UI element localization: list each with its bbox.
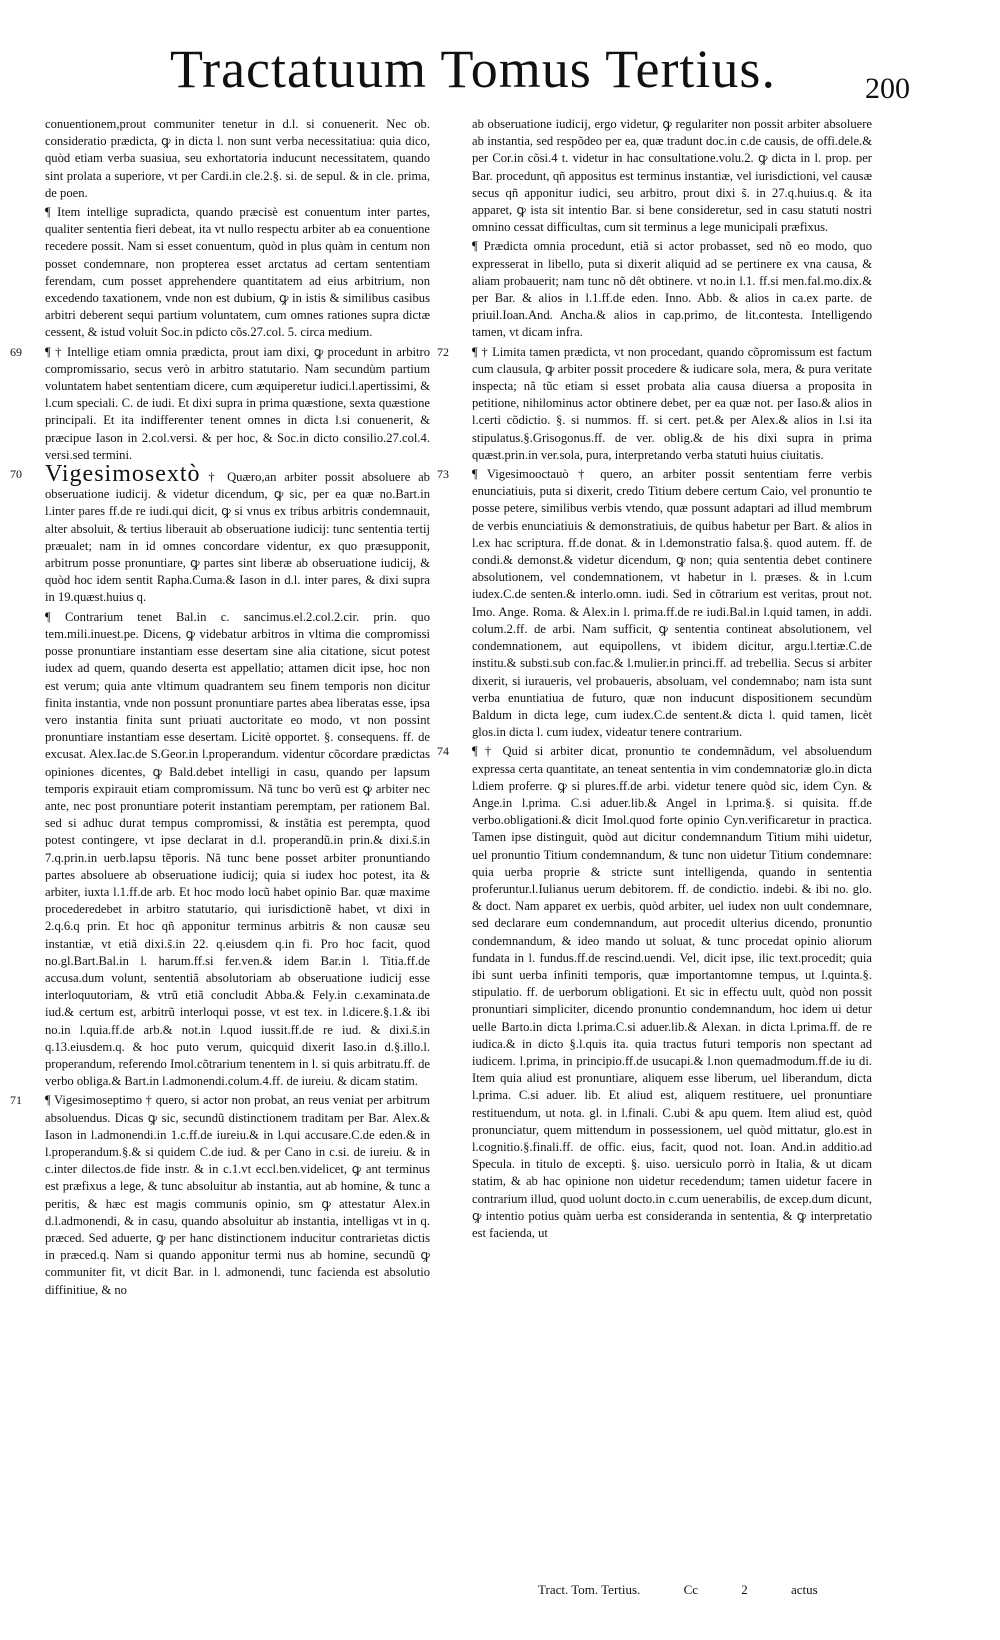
paragraph: ¶ Prædicta omnia procedunt, etiã si actor probasset, sed nõ eo modo, quo expresserat in libello, puta si dixerit aliquid ad se pertinere ex vna causa, & aliam probauerit; nam tunc nõ dêt obtinere. vt no.in l.1. ff.si men.fal.mo.dix.& per Bar. & alios in l.1.ff.de eden. Inno. Abb. & alios in ca.ex parte. de priuil.Ioan.And. Ancha.& alios in cap.primo, de lit.contesta. Intelligendo tamen, vt dicam infra. — [472, 239, 872, 340]
paragraph — [437, 743, 872, 1242]
paragraph: ab obseruatione iudicij, ergo videtur, ꝙ regulariter non possit arbiter absoluere ab instantia, sed respõdeo per ea, quæ tradunt doc.in c.de causis, de offi.dele.& per Cor.in cõsi.4 t. videtur in hac consultatione.volu.2. ꝙ dicta in l. prop. per Bar. procedunt, qñ appositus est terminus instantiæ, vel iurisdictioni, vel causæ secus qñ apponitur iudici, seu arbitro, prout dixi s̃. in 27.q.huius.q. & ita apparet, ꝙ ista sit intentio Bar. si bene consideretur, sed in casu statuti nostri omnino cessat difficultas, cum sit terminus a lege municipali præfixus. — [472, 117, 872, 235]
running-title: Tractatuum Tomus Tertius. — [170, 39, 776, 99]
margin-number: 73 — [437, 467, 449, 482]
paragraph-text: ¶ † Limita tamen prædicta, vt non procedant, quando cõpromissum est factum cum clausula, ꝙ arbiter possit procedere & iudicare sola, mera, & pura veritate inspecta; nã tũc etiam si esset probata alia causa diuersa a proposita in petitione, nihilominus actor obtinere debet, per ea quæ not. per Iaso.& alios in l.certi cõdictio. §. si nummos. ff. si cert. pet.& per Alex.& alios in l.si ita stipulatus.§.Grisogonus.ff. de ver. oblig.& de his dixi supra in prima quæst.prin.in ver.sola, pura, interpretando verba statuti huius ciuitatis. — [472, 344, 872, 462]
paragraph-text: ¶ Vigesimoseptimo † quero, si actor non probat, an reus veniat per arbitrum absoluendus. Dicas ꝙ sic, secundũ distinctionem traditam per Bar. Alex.& Iason in l.admonendi.in 1.c.ff.de iureiu.& in l.qui accusare.C.de eden.& in l.properandum.§.& si quidem C.de iud. & per Cano in c.si. de iureiu. & in c.inter dilectos.de fide instr. & in c.1.vt eccl.ben.videlicet, ꝙ ant terminus est præfixus a lege, & tunc absoluitur ab instantia, aut ab homine, & tunc a peritis, & hæc est magis communis opinio, sm ꝙ attestatur Alex.in d.l.admonendi, & in casu, quando absoluitur ab instantia, intelligas vt in q. præced. Sed aduerte, ꝙ per hanc distinctionem inducitur contrarietas dictis in præced.q. Nam si quando apponitur termi nus ab homine, secundũ ꝙ communiter fit, vt dicit Bar. in l. admonendi, tunc facienda est absolutio diffinitiue, & no — [45, 1093, 430, 1297]
margin-number: 72 — [437, 344, 449, 359]
paragraph-text: ¶ Vigesimooctauò † quero, an arbiter possit sententiam ferre verbis enunciatiuis, puta si dixerit, credo Titium debere certum Caio, vel pronuntio te posse petere, similibus verbis vtendo, quæ possunt adaptari ad illud membrum de verbis enunciatiuis & demonstratiuis, de quibus habetur per Bart. & alios in l.ex hac scriptura. ff.de donat. & in l.demonstratio falsa.§. quod autem. ff. de condi.& demonst.& videtur dicendum, ꝙ non; quia sententia debet continere absolutionem, vel condemnationem, vt habetur in l. præses. & in l.cum iudex.C.de senten.& interlo.omn. iudi. Sed in cõtrarium est veritas, prout not. Imo. Ange. Roma. & Alex.in l. prima.ff.de re iudi.Bal.in l.quid tamen, in addi. colum.2.ff. de arbi. Nam sufficit, ꝙ sententia contineat absolutionem, vel condemnationem, aut equipollens, vt ibidem dicitur, argu.l.tertiæ.C.de institu.& substi.sub con.fac.& l.mulier.in princi.ff. ad trebellia. Secus si arbiter dixerit, si iuraueris, vel probaueris, absoluam, vel condemnabo; nam ista sunt verba enuntiatiua de futuro, quæ non inducunt dispositionem secundùm Baldum in dicta lege, cum iudex.C.de sentent.& dicta l. quid tamen, licèt glos.in dicta l. cum iudex, videatur tenere contrarium. — [472, 467, 872, 740]
paragraph — [437, 466, 872, 741]
paragraph — [10, 1092, 430, 1298]
catchword: actus — [791, 1582, 818, 1597]
paragraph-text: ¶ † Quid si arbiter dicat, pronuntio te condemnãdum, vel absoluendum expressa certa quantitate, an teneat sententia in vim condemnatoriæ glo.in dicta l.diem proferre. ꝙ si plures.ff.de arbi. videtur tenere quòd sic, idem Cyn. & Ange.in l.prima. C.si aduer.lib.& Angel in l.prima.§. si quisita. ff.de verbo.obligationi.& dicit Imol.quod forte opinio Cyn.verificaretur in practica. Tamen ipse distinguit, quòd aut dicitur condemnandum Titium mihi uidetur, uel pronuntio Titium condemnandum, & tunc non uidetur Titium condemnare: quia uerba proprie & stricte sunt intelligenda, quando in sententia proferuntur.l.Iulianus uerum debitorem. ff. de condictio. indebi. & ibi no. glo. & doct. Nam apparet ex uerbis, quòd arbiter, uel iudex non uult condemnare, sed declarare eum condemnandum, aut procedit ulterius dicendo, pronuntio condemnandum, & ideo mando ut soluat, & tunc procedat opinio aliorum fundata in l. fundus.ff.de rescind.uendi. Vel, dicit ipse, ilic text.procedit; quia ibi sunt uerba infiniti temporis, quæ importantomne tempus, ut l.quinta.§. stipulatio. ff. de uerborum obligationi. Et sic in effectu uult, quòd non possit pronuntiari simpliciter, dicendo pronuntio condemnandum, hoc idem ui detur uelle Barto.in dicta l.prima.C.si aduer.lib.& Alexan. in dicta l.prima.ff. de re iudica.& in dicto §.l.quis ita. quia tractus futuri temporis non spectant ad iudicem. l.prima, in principio.ff.de usucapi.& l.non quemadmodum.ff.de iu di. Item quia aliud est pronuntiare, aliquem esse liberum, uel liberandum, dicta l.prima. C.si aduer. lib. Et aliud est, aliquem restituere, uel pronuntiare restituendum, ut nota. gl. in l.finali. C.ubi & apu quem. Item aliud est, quòd pronunciatur, quem mittendum in possessionem, uel quòd mittatur, glo.est in l.cognitio.§.finali.ff. de offic. eius, facit, quod not. Ioan. And.in additio.ad Specula. in titulo de excepti. §. uiso. uersiculo porrò in Italia, & ut dicam statim, & ab hac opinione non uidetur recedendum; tamen uidetur facere in contrarium illud, quod uolunt docto.in c.cum uenerabilis, de excep.dum dicunt, ꝙ intentio potius quàm uerba est consideranda in sententia, & ꝙ interpretatio est facienda, ut — [472, 744, 872, 1240]
paragraph: conuentionem,prout communiter tenetur in d.l. si conuenerit. Nec ob. consideratio prædicta, ꝙ in dicta l. non sunt verba necessitatiua: quia dico, quòd etiam verba suasiua, seu exhortatoria inducunt necessitatem, quando sint prolata a superiore, vt per Cardi.in cle.2.§. si. de sepul. & in cle. prima, de poen. — [45, 117, 430, 200]
paragraph — [10, 344, 430, 464]
leaf-number: 2 — [741, 1582, 748, 1597]
page-number: 200 — [865, 72, 910, 105]
left-column — [10, 116, 430, 1301]
paragraph-text: ¶ † Intellige etiam omnia prædicta, prout iam dixi, ꝙ procedunt in arbitro compromissario, secus verò in arbitro statutario. Nam secundùm partium voluntatem habet sententiam dicere, cum æquiperetur iudici.l.apertissimi, & l.cum speciali. C. de iudi. Et dixi supra in prima quæstione, sexta quæstione principali. Et ita indifferenter tenent omnes in dicta l.si conuenerit, & præcipue Iason in 2.col.versi. & per hoc, & Soc.in dicto consilio.27.col.4. versi.sed termini. — [45, 344, 430, 462]
paragraph — [10, 461, 430, 607]
margin-number: 74 — [437, 744, 449, 759]
right-column — [437, 116, 872, 1244]
paragraph: ¶ Item intellige supradicta, quando præcisè est conuentum inter partes, qualiter sententia fieri debeat, ita vt nullo respectu arbiter ab ea conuentione recedere possit. Nam si esset conuentum, quòd in plus quàm in centum non posset condemnare, non propterea esset arctatus ad certam sententiam ferendam, cum posset apprehendere quantitatem ad eius arbitrium, non excedendo taxationem, vnde non est dubium, ꝙ in istis & similibus casibus arbitri deberent sequi partium voluntatem, cum omnes rationes supra dictæ cessent, & istud voluit Soc.in pdicto cõs.27.col. 5. circa medium. — [45, 205, 430, 340]
section-heading: Vigesimosextò — [45, 461, 201, 488]
margin-number: 69 — [10, 344, 22, 359]
page-footer — [538, 1582, 858, 1598]
margin-number: 71 — [10, 1093, 22, 1108]
gathering-mark: Cc — [683, 1582, 699, 1597]
margin-number: 70 — [10, 467, 22, 482]
signature-line: Tract. Tom. Tertius. — [538, 1582, 641, 1597]
paragraph: ¶ Contrarium tenet Bal.in c. sancimus.el.2.col.2.cir. prin. quo tem.mili.inuest.pe. Dicens, ꝙ videbatur arbitros in vltima die compromissi posse pronuntiare instantiam esse desertam sine alia citatione, sicut potest iudex ad quem, quando deserta est appellatio; attamen dicit ipse, hoc non est verum; quia ante vltimum quadrantem seu finem temporis non dicitur finita instantia, vnde non possunt pronuntiare partes abea liberatas esse, ipsa vero instantia finita sunt priuati auctoritate eo modo, vt non possint pronuntiare instantiam esse desertam. Licitè opportet. §. consequens. ff. de excusat. Alex.Iac.de S.Geor.in l.properandum. videntur cõcordare prædictas opiniones dicentes, ꝙ Bald.debet intelligi in casu, quando per lapsum temporis expirauit etiam compromissum. Nã tunc bo verũ est ꝙ arbiter nec ante, nec post pronuntiare poterit instantiam peremptam, per rationem Bal. sed si adhuc durat tempus compromissi, & instãtia est perempta, quod potest contingere, vt ipse declarat in d.l. properandũ.in prin.& dixi.s̃.in 7.q.prin.in uerb.lapsu tẽporis. Nã tunc bene posset arbiter pronuntiando partes absoluere ab obseruatione iudicij; quia si iudex hoc potest, ita & arbiter, iuxta l.1.ff.de arb. Et hoc modo locũ habet opinio Bar. quæ maxime procederedebet in arbitro statutario, qui iurisdictionẽ habet, vt dixi in 2.q.6.q prin. Et hoc qñ apponitur terminus arbitris & non causæ seu instantiæ, vt etiã dixi.s̃.in 22. q.eiusdem q.in fi. Pro hoc facit, quod no.gl.Bart.Bal.in l. harum.ff.si fer.ven.& idem Bar.in l. Titia.ff.de accusa.dum volunt, sententiã absolutoriam ab obseruatione iudicij esse interloquutoriam, & vtrũ etiã concludit Abba.& Fely.in c.examinata.de iud.& certum est, arbitrũ interloqui posse, vt est tex. in l.dicere.§.1.& ibi no.in l.quia.ff.de arb.& not.in l.quod iussit.ff.de re iud. & dixi.s̃.in q.13.eiusdem.q. & hoc puto verum, quicquid dixerit Iaso.in d.§.illo.l. properandum, referendo Imol.cõtrarium tenentem in l. si quis arbitratu.ff. de verbo obliga.& Bart.in l.admonendi.colum.4.ff. de iureiu. & dicam statim. — [45, 609, 430, 1089]
paragraph — [437, 344, 872, 464]
paragraph-text: † Quæro,an arbiter possit absoluere ab obseruatione iudicij. & videtur dicendum, ꝙ sic, per ea quæ no.Bart.in l.inter pares ff.de re iudi.qui dicit, ꝙ si vnus ex tribus arbitris condemnauit, alter absoluit, & tertius liberauit ab obseruatione iudicij: tunc sententia tertij præualet; nam in id omnes concordare videntur, ex quo præsupponit, arbitrum posse pronuntiare, ꝙ partes sint liberæ ab obseruatione iudicij, & quòd hoc idem sentit Rapha.Cuma.& Iason in d.l. inter pares, & dixi supra in 19.quæst.huius q. — [45, 470, 430, 605]
